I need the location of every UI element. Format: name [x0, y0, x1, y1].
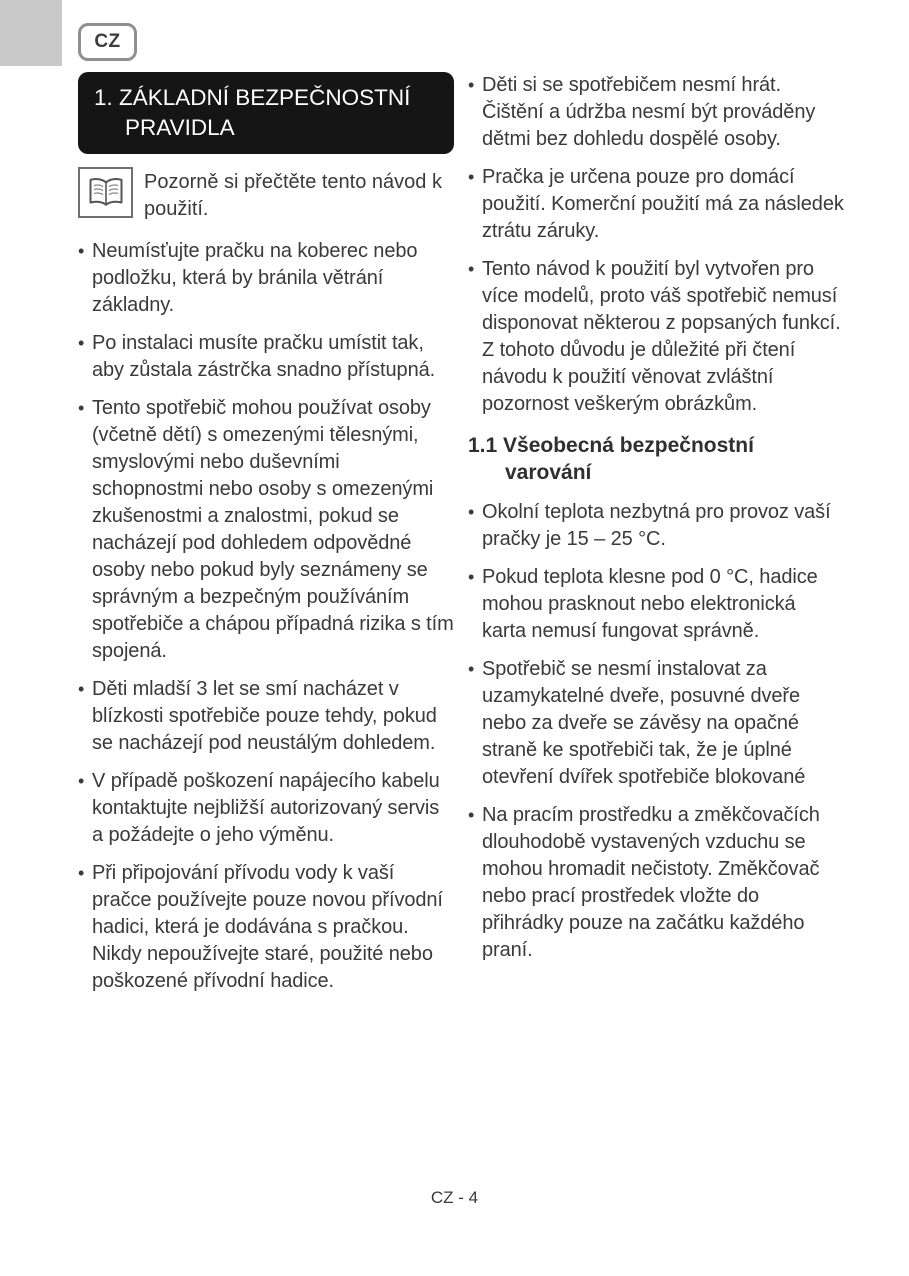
bullet-item: • Po instalaci musíte pračku umístit tak, aby zůstala zástrčka snadno přístupná.: [78, 330, 454, 384]
right-column: [468, 72, 844, 1006]
bullet-item: • Na pracím prostředku a změkčovačích dlouhodobě vystavených vzduchu se mohou hromadit nečistoty. Změkčovač nebo prací prostředek vložte do přihrádky pouze na začátku každého praní.: [468, 802, 844, 964]
subsection-heading: 1.1 Všeobecná bezpečnostní varování: [468, 434, 754, 484]
left-column: [78, 72, 454, 1006]
bullet-item: • Okolní teplota nezbytná pro provoz vaší pračky je 15 – 25 °C.: [468, 499, 844, 553]
bullet-item: • Spotřebič se nesmí instalovat za uzamykatelné dveře, posuvné dveře nebo za dveře se závěsy na opačné straně ke spotřebiči tak, že je úplné otevření dvířek spotřebiče blokované: [468, 656, 844, 791]
bullet-item: • Děti si se spotřebičem nesmí hrát. Čištění a údržba nesmí být prováděny dětmi bez dohledu dospělé osoby.: [468, 72, 844, 153]
open-book-icon: [78, 167, 133, 218]
page-footer: CZ - 4: [430, 1188, 479, 1207]
bullet-item: • Neumísťujte pračku na koberec nebo podložku, která by bránila větrání základny.: [78, 238, 454, 319]
bullet-item: • Při připojování přívodu vody k vaší pračce používejte pouze novou přívodní hadici, která je dodávána s pračkou. Nikdy nepoužívejte staré, použité nebo poškozené přívodní hadice.: [78, 860, 454, 995]
section-header-line1: 1. ZÁKLADNÍ BEZPEČNOSTNÍ: [94, 85, 411, 110]
read-manual-note: [78, 167, 454, 223]
section-header: [78, 72, 454, 154]
bullet-item: • Děti mladší 3 let se smí nacházet v blízkosti spotřebiče pouze tehdy, pokud se nacházejí pod neustálým dohledem.: [78, 676, 454, 757]
bullet-item: • Pračka je určena pouze pro domácí použití. Komerční použití má za následek ztrátu záruky.: [468, 164, 844, 245]
corner-decoration: [0, 0, 62, 66]
bullet-item: • Tento spotřebič mohou používat osoby (včetně dětí) s omezenými tělesnými, smyslovými nebo duševními schopnostmi nebo osoby s omezenými zkušenostmi a znalostmi, pokud se nacházejí pod dohledem odpovědné osoby nebo pokud byly seznámeny se správným a bezpečným používáním spotřebiče a chápou případná rizika s tím spojená.: [78, 395, 454, 665]
section-header-line2: PRAVIDLA: [125, 114, 235, 140]
bullet-item: • V případě poškození napájecího kabelu kontaktujte nejbližší autorizovaný servis a požádejte o jeho výměnu.: [78, 768, 454, 849]
language-badge: [78, 23, 137, 61]
bullet-item: • Tento návod k použití byl vytvořen pro více modelů, proto váš spotřebič nemusí disponovat některou z popsaných funkcí. Z tohoto důvodu je důležité při čtení návodu k použití věnovat zvláštní pozornost veškerým obrázkům.: [468, 256, 844, 418]
read-manual-text: Pozorně si přečtěte tento návod k použití.: [144, 171, 442, 221]
page-content: [78, 72, 844, 1006]
bullet-item: • Pokud teplota klesne pod 0 °C, hadice mohou prasknout nebo elektronická karta nemusí fungovat správně.: [468, 564, 844, 645]
language-badge-label: CZ: [94, 31, 121, 52]
